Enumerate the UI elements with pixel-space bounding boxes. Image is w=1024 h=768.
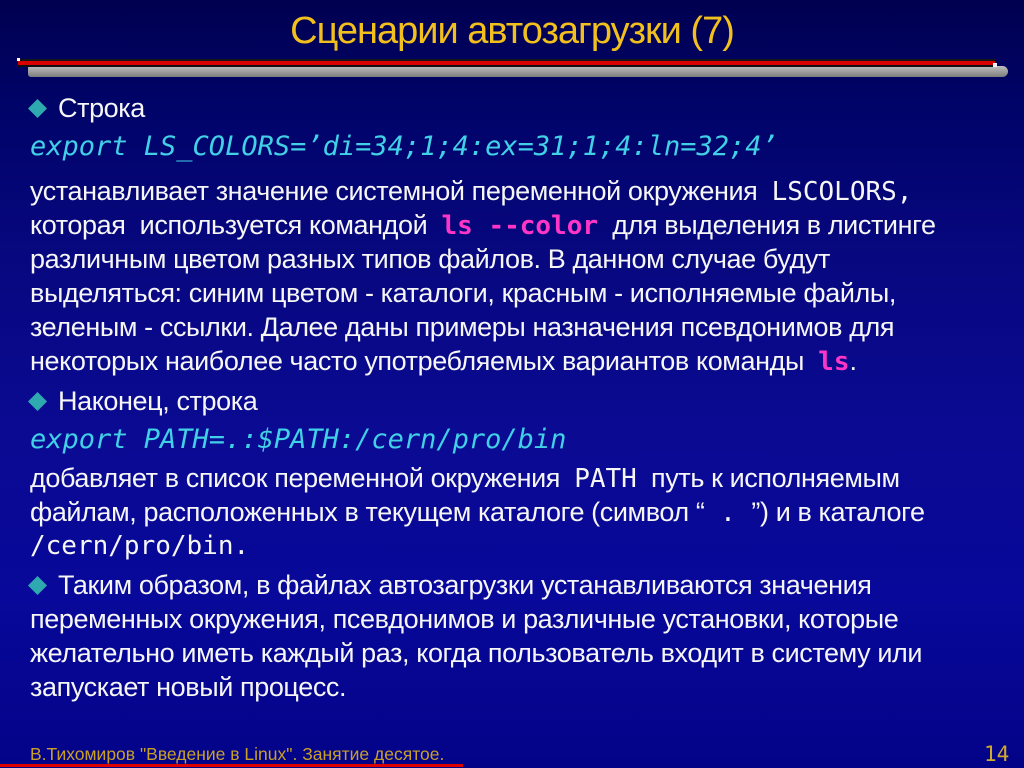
paragraph-line: различным цветом разных типов файлов. В данном случае будут [30,244,830,274]
paragraph-line [30,497,925,528]
footer-credit: В.Тихомиров "Введение в Linux". Занятие десятое. [30,744,445,764]
var-path: PATH [574,464,637,494]
code-line-path: export PATH=.:$PATH:/cern/pro/bin [30,424,567,455]
footer-red-rule [0,764,463,767]
separator-red-line [18,59,995,67]
bullet-item-stroka [28,93,145,124]
bullet-label: Наконец, строка [58,386,258,416]
paragraph-line: зеленым - ссылки. Далее даны примеры назначения псевдонимов для [30,312,895,342]
page-title: Сценарии автозагрузки (7) [290,10,734,52]
text-run: файлам, расположенных в текущем каталоге (символ “ [30,497,705,527]
paragraph-line [30,210,936,241]
command-ls-color: ls --color [441,211,599,241]
page-number: 14 [984,742,1010,766]
paragraph-line [30,346,857,377]
var-lscolors: LSCOLORS, [771,177,913,207]
text-run: некоторых наиболее часто употребляемых вариантов команды [30,346,819,376]
bullet-label: Строка [58,93,145,123]
bullet-item-nakonets [28,386,257,417]
title-separator [18,59,1010,81]
bullet-diamond-icon [28,576,47,595]
paragraph-line: переменных окружения, псевдонимов и различные установки, которые [30,604,899,634]
code-line-ls-colors: export LS_COLORS=’di=34;1;4:ex=31;1;4:ln=32;4’ [30,131,778,162]
text-run: . [849,346,857,376]
paragraph-line: желательно иметь каждый раз, когда пользователь входит в систему или [30,638,923,668]
text-run: для выделения в листинге [598,210,936,240]
separator-shadow-bar [28,66,1008,77]
paragraph-line: запускает новый процесс. [30,672,347,702]
text-run: ”) и в каталоге [751,497,925,527]
text-run: которая используется командой [30,210,442,240]
bullet-diamond-icon [28,392,47,411]
bullet-item-takim-obrazom [28,570,872,601]
text-run: устанавливает значение системной переменной окружения [30,176,772,206]
text-run: путь к исполняемым [636,463,900,493]
dot-symbol: . [704,498,752,528]
paragraph-line [30,176,912,207]
separator-left-dot [17,58,20,61]
text-run: добавляет в список переменной окружения [30,463,575,493]
paragraph-line: выделяться: синим цветом - каталоги, красным - исполняемые файлы, [30,278,896,308]
separator-end-notch [993,63,997,67]
paragraph-line [30,463,900,494]
bullet-label: Таким образом, в файлах автозагрузки устанавливаются значения [58,570,872,600]
command-ls: ls [818,347,850,377]
bullet-diamond-icon [28,99,47,118]
path-cern-pro-bin: /cern/pro/bin. [30,531,250,561]
